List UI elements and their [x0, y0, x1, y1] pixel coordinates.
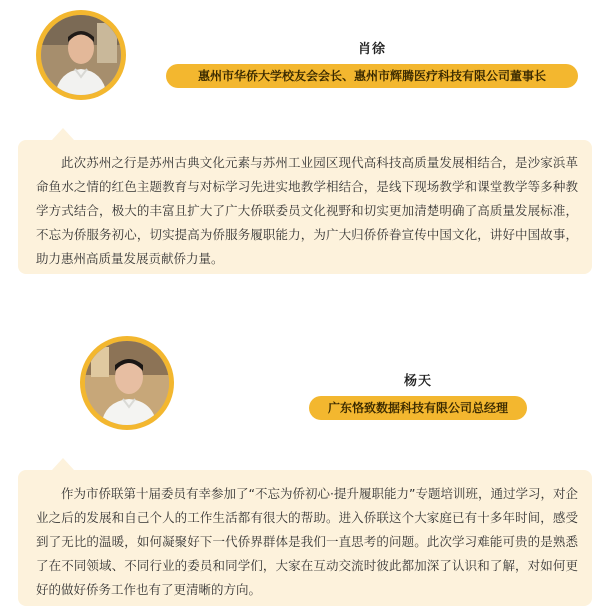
quote-2-box: [18, 470, 592, 606]
quote-1-box: [18, 140, 592, 274]
avatar-profile-2: [80, 336, 174, 430]
avatar-profile-1: [36, 10, 126, 100]
profile-2-name: 杨天: [403, 374, 432, 389]
profile-1-name: 肖徐: [357, 42, 386, 57]
profile-2-title-badge: 广东恪致数据科技有限公司总经理: [309, 396, 527, 420]
quote-2-pointer: [52, 458, 74, 470]
quote-2-text: 作为市侨联第十届委员有幸参加了“不忘为侨初心·提升履职能力”专题培训班，通过学习，对企业之后的发展和自己个人的工作生活都有很大的帮助。进入侨联这个大家庭已有十多年时间，感受到了无比的温暖，如何凝聚好下一代侨界群体是我们一直思考的问题。此次学习难能可贵的是熟悉了在不同领域、不同行业的委员和同学们，大家在互动交流时彼此都加深了认识和了解，对如何更好的做好侨务工作也有了更清晰的方向。: [36, 486, 578, 597]
person-portrait-icon: [85, 341, 169, 425]
profile-1-title-badge: 惠州市华侨大学校友会会长、惠州市辉腾医疗科技有限公司董事长: [166, 64, 578, 88]
quote-1-text: 此次苏州之行是苏州古典文化元素与苏州工业园区现代高科技高质量发展相结合，是沙家浜革命鱼水之情的红色主题教育与对标学习先进实地教学相结合，是线下现场教学和课堂教学等多种教学方式结合，极大的丰富且扩大了广大侨联委员文化视野和切实更加清楚明确了高质量发展标准，不忘为侨服务初心，切实提高为侨服务履职能力，为广大归侨侨眷宣传中国文化，讲好中国故事，助力惠州高质量发展贡献侨力量。: [36, 155, 578, 266]
person-portrait-icon: [41, 15, 121, 95]
quote-1-pointer: [52, 128, 74, 140]
